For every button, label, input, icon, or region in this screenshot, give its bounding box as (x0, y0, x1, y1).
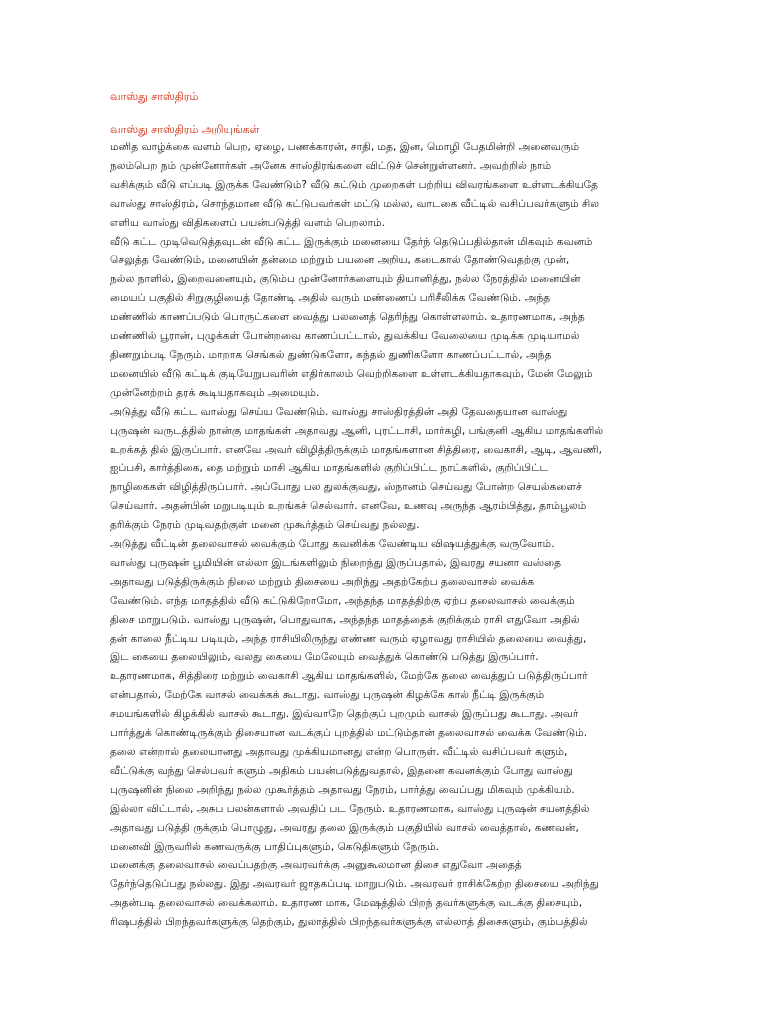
paragraph-line: மையப் பகுதில் சிறுகுழியைத் தோண்டி அதில் வரும் மண்ணைப் பரிசீலிக்க வேண்டும். அந்த (110, 292, 551, 305)
paragraph-line: பார்த்துக் கொண்டிருக்கும் திசையான வடக்குப் புறத்தில் மட்டும்தான் தலைவாசல் வைக்க வேண்டும். (110, 727, 588, 740)
paragraph-line: நல்ல நாளில், இறைவனையும், குடும்ப முன்னோர்களையும் தியானித்து, நல்ல நேரத்தில் மனையின் (110, 273, 581, 286)
paragraph-line: இல்லா விட்டால், அசுப பலன்களால் அவதிப் பட நேரும். உதாரணமாக, வாஸ்து புருஷன் சயனத்தில் (110, 802, 590, 815)
paragraph-line: வசிக்கும் வீடு எப்படி இருக்க வேண்டும்? வீடு கட்டும் முறைகள் பற்றிய விவரங்களை உள்ளடக்கியதே (110, 178, 599, 191)
paragraph-line: வீடு கட்ட முடிவெடுத்தவுடன் வீடு கட்ட இருக்கும் மனையை தேர்ந் தெடுப்பதில்தான் மிகவும் கவனம் (110, 235, 593, 248)
paragraph-line: மண்ணில் காணப்படும் பொருட்களை வைத்து பலனைத் தெரிந்து கொள்ளலாம். உதாரணமாக, அந்த (110, 311, 585, 324)
paragraph-line: என்பதால், மேற்கே வாசல் வைக்கக் கூடாது. வாஸ்து புருஷன் கிழக்கே கால் நீட்டி இருக்கும் (110, 689, 545, 702)
section-heading: வாஸ்து சாஸ்திரம் அறியுங்கள் (110, 123, 260, 136)
paragraph-line: அதாவது படுத்திருக்கும் நிலை மற்றும் திசையை அறிந்து அதற்கேற்ப தலைவாசல் வைக்க (110, 575, 535, 588)
paragraph-line: மண்ணில் பூரான், புழுக்கள் போன்றவை காணப்பட்டால், துவக்கிய வேலையை முடிக்க முடியாமல் (110, 330, 580, 343)
paragraph-line: தலை என்றால் தலையானது அதாவது முக்கியமானது என்ற பொருள். வீட்டில் வசிப்பவர் களும், (110, 746, 568, 758)
paragraph-line: மனித வாழ்க்கை வளம் பெற, ஏழை, பணக்காரன், சாதி, மத, இன, மொழி பேதமின்றி அனைவரும் (110, 141, 580, 153)
paragraph-line: முன்னேற்றம் தரக் கூடியதாகவும் அமையும். (110, 386, 320, 399)
document-page (110, 88, 660, 932)
paragraph-line: செலுத்த வேண்டும், மனையின் தன்மை மற்றும் பயனை அறிய, கடைகால் தோண்டுவதற்கு முன், (110, 254, 570, 267)
paragraph-line: வீட்டுக்கு வந்து செல்பவர் களும் அதிகம் பயன்படுத்துவதால், இதனை கவனக்கும் போது வாஸ்து (110, 764, 573, 777)
paragraph (110, 403, 660, 535)
paragraph-line: உதாரணமாக, சித்திரை மற்றும் வைகாசி ஆகிய மாதங்களில், மேற்கே தலை வைத்துப் படுத்திருப்பார் (110, 670, 588, 683)
paragraph (110, 856, 660, 932)
paragraph-line: புருஷன் வருடத்தில் நான்கு மாதங்கள் அதாவது ஆனி, புரட்டாசி, மார்கழி, பங்குனி ஆகிய மாதங்களில் (110, 424, 604, 437)
paragraph-line: சமயங்களில் கிழக்கில் வாசல் கூடாது. இவ்வாறே தெற்குப் புறமும் வாசல் இருப்பது கூடாது. அவர் (110, 708, 579, 721)
document-title: வாஸ்து சாஸ்திரம் (110, 90, 199, 103)
paragraph-line: வாஸ்து சாஸ்திரம், சொந்தமான வீடு கட்டுபவர்கள் மட்டு மல்ல, வாடகை வீட்டில் வசிப்பவர்களும் சில (110, 197, 600, 210)
paragraph-line: திணறும்படி நேரும். மாறாக செங்கல் துண்டுகளோ, கந்தல் துணிகளோ காணப்பட்டால், அந்த (110, 348, 552, 361)
paragraph-line: செய்வார். அதன்பின் மறுபடியும் உறங்கச் செல்வார். எனவே, உணவு அருந்த ஆரம்பித்து, தாம்பூலம் (110, 500, 587, 513)
paragraph-line: ஐப்பசி, கார்த்திகை, தை மற்றும் மாசி ஆகிய மாதங்களில் குறிப்பிட்ட நாட்களில், குறிப்பிட்ட (110, 462, 549, 475)
paragraph-line: புருஷனின் நிலை அறிந்து நல்ல முகூர்த்தம் அதாவது நேரம், பார்த்து வைப்பது மிகவும் முக்கியம். (110, 783, 575, 796)
document-body (110, 138, 660, 932)
paragraph-line: உறக்கத் தில் இருப்பார். எனவே அவர் விழித்திருக்கும் மாதங்களான சித்திரை, வைகாசி, ஆடி, ஆவணி, (110, 443, 603, 456)
paragraph-line: தன் காலை நீட்டிய படியும், அந்த ராசியிலிருந்து எண்ண வரும் ஏழாவது ராசியில் தலையை வைத்து, (110, 632, 587, 645)
paragraph-line: நலம்பெற நம் முன்னோர்கள் அனேக சாஸ்திரங்களை விட்டுச் சென்றுள்ளனர். அவற்றில் நாம் (110, 159, 552, 172)
paragraph-line: ரிஷபத்தில் பிறந்தவர்களுக்கு தெற்கும், துலாத்தில் பிறந்தவர்களுக்கு எல்லாத் திசைகளும், கும்பத்தில் (110, 916, 588, 929)
paragraph-line: மனைக்கு தலைவாசல் வைப்பதற்கு அவரவர்க்கு அனுகூலமான திசை எதுவோ அதைத் (110, 859, 522, 872)
paragraph-line: வேண்டும். எந்த மாதத்தில் வீடு கட்டுகிறோமோ, அந்தந்த மாதத்திற்கு ஏற்ப தலைவாசல் வைக்கும் (110, 594, 575, 607)
paragraph-line: மனையில் வீடு கட்டிக் குடியேறுபவரின் எதிர்காலம் வெற்றிகளை உள்ளடக்கியதாகவும், மேன் மேலும் (110, 367, 593, 380)
paragraph (110, 535, 660, 856)
paragraph-line: எளிய வாஸ்து விதிகளைப் பயன்படுத்தி வளம் பெறலாம். (110, 216, 386, 229)
paragraph-line: அடுத்து வீடு கட்ட வாஸ்து செய்ய வேண்டும். வாஸ்து சாஸ்திரத்தின் அதி தேவதையான வாஸ்து (110, 405, 568, 418)
paragraph (110, 138, 660, 233)
paragraph-line: திசை மாறுபடும். வாஸ்து புருஷன், பொதுவாக, அந்தந்த மாதத்தைக் குறிக்கும் ராசி எதுவோ அதில் (110, 613, 580, 626)
paragraph-line: வாஸ்து புருஷன் பூமியின் எல்லா இடங்களிலும் நிறைந்து இருப்பதால், இவரது சயனா வஸ்தை (110, 556, 562, 569)
paragraph-line: அடுத்து வீட்டின் தலைவாசல் வைக்கும் போது கவனிக்க வேண்டிய விஷயத்துக்கு வருவோம். (110, 538, 555, 551)
paragraph-line: நாழிகைகள் விழித்திருப்பார். அப்போது பல துலக்குவது, ஸ்நானம் செய்வது போன்ற செயல்களைச் (110, 481, 582, 494)
paragraph (110, 233, 660, 403)
paragraph-line: இட கையை தலையிலும், வலது கையை மேலேயும் வைத்துக் கொண்டு படுத்து இருப்பார். (110, 651, 539, 664)
paragraph-line: தரிக்கும் நேரம் முடிவதற்குள் மனை முகூர்த்தம் செய்வது நல்லது. (110, 519, 420, 532)
paragraph-line: அதன்படி தலைவாசல் வைக்கலாம். உதாரண மாக, மேஷத்தில் பிறந் தவர்களுக்கு வடக்கு திசையும், (110, 897, 583, 910)
paragraph-line: தேர்ந்தெடுப்பது நல்லது. இது அவரவர் ஜாதகப்படி மாறுபடும். அவரவர் ராசிக்கேற்ற திசையை அறிந்து (110, 878, 599, 891)
paragraph-line: அதாவது படுத்தி ருக்கும் பொழுது, அவரது தலை இருக்கும் பகுதியில் வாசல் வைத்தால், கணவன், (110, 821, 579, 834)
paragraph-line: மனைவி இருவரில் கணவருக்கு பாதிப்புகளும், கெடுதிகளும் நேரும். (110, 840, 440, 853)
